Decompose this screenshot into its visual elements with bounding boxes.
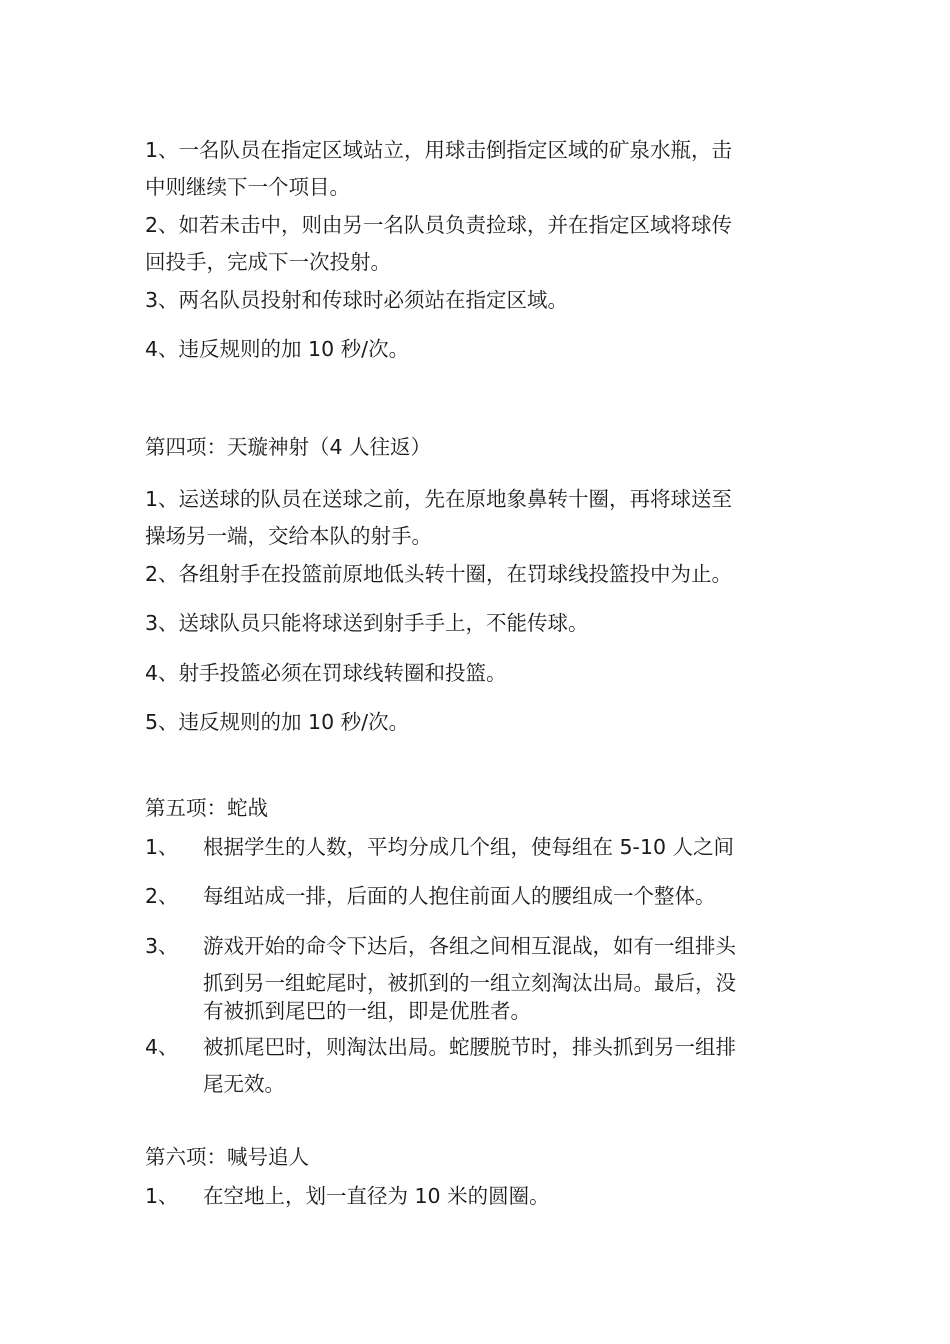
rule-line: 4、射手投篮必须在罚球线转圈和投篮。 bbox=[145, 661, 507, 685]
rule-line: 操场另一端，交给本队的射手。 bbox=[145, 524, 432, 548]
list-number: 2、 bbox=[145, 884, 179, 908]
rule-line: 3、送球队员只能将球送到射手手上，不能传球。 bbox=[145, 611, 589, 635]
rule-line: 2、如若未击中，则由另一名队员负责捡球，并在指定区域将球传 bbox=[145, 213, 733, 237]
list-number: 1、 bbox=[145, 1184, 179, 1208]
rule-line: 4、违反规则的加 10 秒/次。 bbox=[145, 337, 410, 361]
list-number: 3、 bbox=[145, 934, 179, 958]
list-item-text: 尾无效。 bbox=[203, 1072, 285, 1096]
list-item-text: 抓到另一组蛇尾时，被抓到的一组立刻淘汰出局。最后，没 bbox=[203, 971, 736, 995]
rule-line: 2、各组射手在投篮前原地低头转十圈，在罚球线投篮投中为止。 bbox=[145, 562, 733, 586]
rule-line: 1、一名队员在指定区域站立，用球击倒指定区域的矿泉水瓶，击 bbox=[145, 138, 733, 162]
list-item-text: 在空地上，划一直径为 10 米的圆圈。 bbox=[203, 1184, 550, 1208]
list-item-text: 游戏开始的命令下达后，各组之间相互混战，如有一组排头 bbox=[203, 934, 736, 958]
rule-line: 1、运送球的队员在送球之前，先在原地象鼻转十圈，再将球送至 bbox=[145, 487, 733, 511]
list-item-text: 被抓尾巴时，则淘汰出局。蛇腰脱节时，排头抓到另一组排 bbox=[203, 1035, 736, 1059]
rule-line: 3、两名队员投射和传球时必须站在指定区域。 bbox=[145, 288, 569, 312]
rule-line: 中则继续下一个项目。 bbox=[145, 175, 350, 199]
rule-line: 回投手，完成下一次投射。 bbox=[145, 250, 391, 274]
section-title: 第四项：天璇神射（4 人往返） bbox=[145, 435, 432, 459]
list-number: 4、 bbox=[145, 1035, 179, 1059]
list-item-text: 根据学生的人数，平均分成几个组，使每组在 5-10 人之间 bbox=[203, 835, 735, 859]
section-title: 第五项：蛇战 bbox=[145, 796, 268, 820]
list-number: 1、 bbox=[145, 835, 179, 859]
list-item-text: 有被抓到尾巴的一组，即是优胜者。 bbox=[203, 999, 531, 1023]
section-title: 第六项：喊号追人 bbox=[145, 1145, 309, 1169]
rule-line: 5、违反规则的加 10 秒/次。 bbox=[145, 710, 410, 734]
list-item-text: 每组站成一排，后面的人抱住前面人的腰组成一个整体。 bbox=[203, 884, 716, 908]
